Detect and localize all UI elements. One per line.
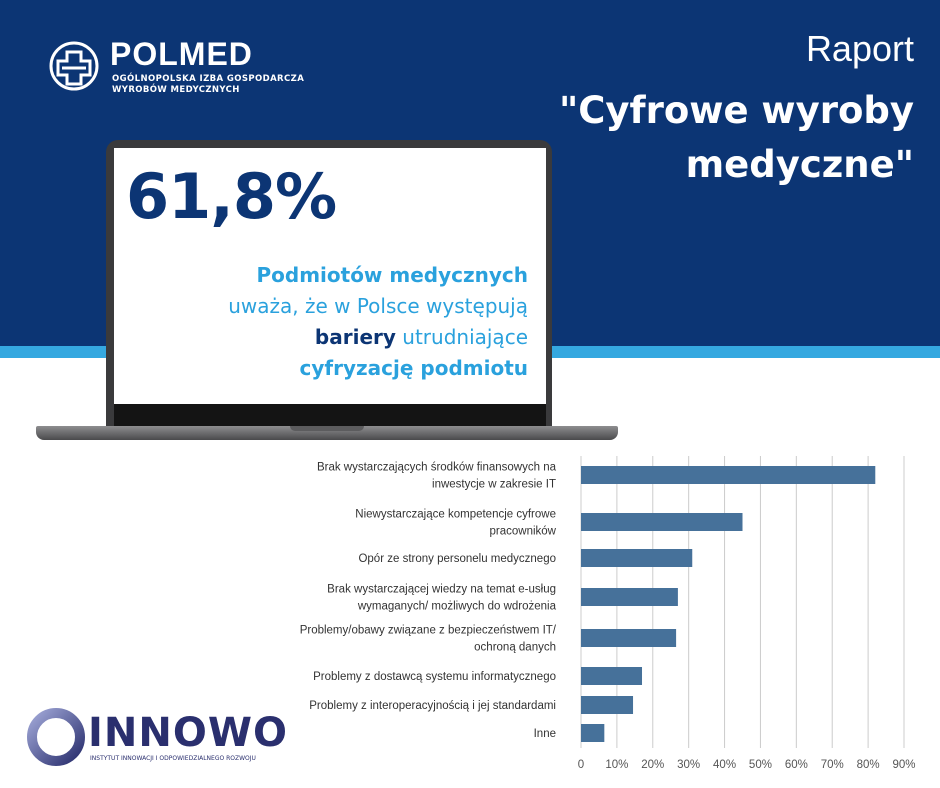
- stat-line-3-rest: utrudniające: [395, 325, 528, 349]
- category-label: pracowników: [489, 525, 556, 538]
- bar: [581, 588, 678, 606]
- x-tick-label: 70%: [820, 759, 844, 771]
- x-tick-label: 40%: [713, 759, 737, 771]
- category-label: Inne: [533, 728, 556, 740]
- x-tick-label: 10%: [605, 759, 629, 771]
- innowo-ring-icon: [26, 706, 88, 768]
- bar: [581, 629, 676, 647]
- x-tick-label: 80%: [856, 759, 880, 771]
- stat-line-2: uważa, że w Polsce występują: [228, 294, 528, 318]
- category-label: Problemy z dostawcą systemu informatycznego: [313, 671, 556, 683]
- report-label: Raport: [805, 28, 914, 69]
- polmed-subtitle-line-2: WYROBÓW MEDYCZNYCH: [112, 85, 240, 95]
- report-title-line-2: medyczne": [685, 143, 914, 186]
- bar: [581, 513, 743, 531]
- report-title-line-1: "Cyfrowe wyroby: [558, 89, 914, 132]
- innowo-logo-name: INNOWO: [88, 710, 288, 756]
- polmed-subtitle-line-1: OGÓLNOPOLSKA IZBA GOSPODARCZA: [112, 74, 305, 84]
- headline-percentage: 61,8%: [126, 160, 337, 233]
- x-tick-label: 30%: [677, 759, 701, 771]
- stat-line-3: [108, 322, 528, 353]
- innowo-logo-subtitle: INSTYTUT INNOWACJI I ODPOWIEDZIALNEGO ROZWOJU: [90, 755, 256, 762]
- bar: [581, 724, 604, 742]
- polmed-logo-name: POLMED: [110, 36, 253, 72]
- category-label: Opór ze strony personelu medycznego: [358, 553, 556, 565]
- x-tick-label: 60%: [784, 759, 808, 771]
- category-label: wymaganych/ możliwych do wdrożenia: [357, 600, 556, 613]
- stat-description: [108, 260, 528, 384]
- stat-line-4: cyfryzację podmiotu: [299, 356, 528, 380]
- stat-line-3-bold: bariery: [314, 325, 396, 349]
- stat-line-1: Podmiotów medycznych: [256, 263, 528, 287]
- x-tick-label: 0: [577, 759, 585, 771]
- category-label: Problemy z interoperacyjnością i jej standardami: [309, 700, 556, 712]
- x-tick-label: 50%: [748, 759, 772, 771]
- x-tick-label: 20%: [641, 759, 665, 771]
- polmed-emblem-icon: [48, 40, 100, 92]
- category-label: Brak wystarczającej wiedzy na temat e-usług: [327, 583, 556, 596]
- category-label: Problemy/obawy związane z bezpieczeństwem IT/: [299, 624, 556, 637]
- bar: [581, 549, 692, 567]
- category-label: Brak wystarczających środków finansowych na: [316, 461, 556, 474]
- bar: [581, 667, 642, 685]
- x-tick-label: 90%: [892, 759, 916, 771]
- category-label: inwestycje w zakresie IT: [432, 478, 556, 491]
- innowo-logo: [26, 706, 288, 772]
- bar: [581, 466, 875, 484]
- category-label: ochroną danych: [474, 641, 556, 654]
- polmed-logo-subtitle: [112, 74, 352, 96]
- category-label: Niewystarczające kompetencje cyfrowe: [355, 508, 556, 521]
- laptop-notch: [290, 426, 364, 431]
- bar: [581, 696, 633, 714]
- laptop-bezel: [114, 404, 546, 426]
